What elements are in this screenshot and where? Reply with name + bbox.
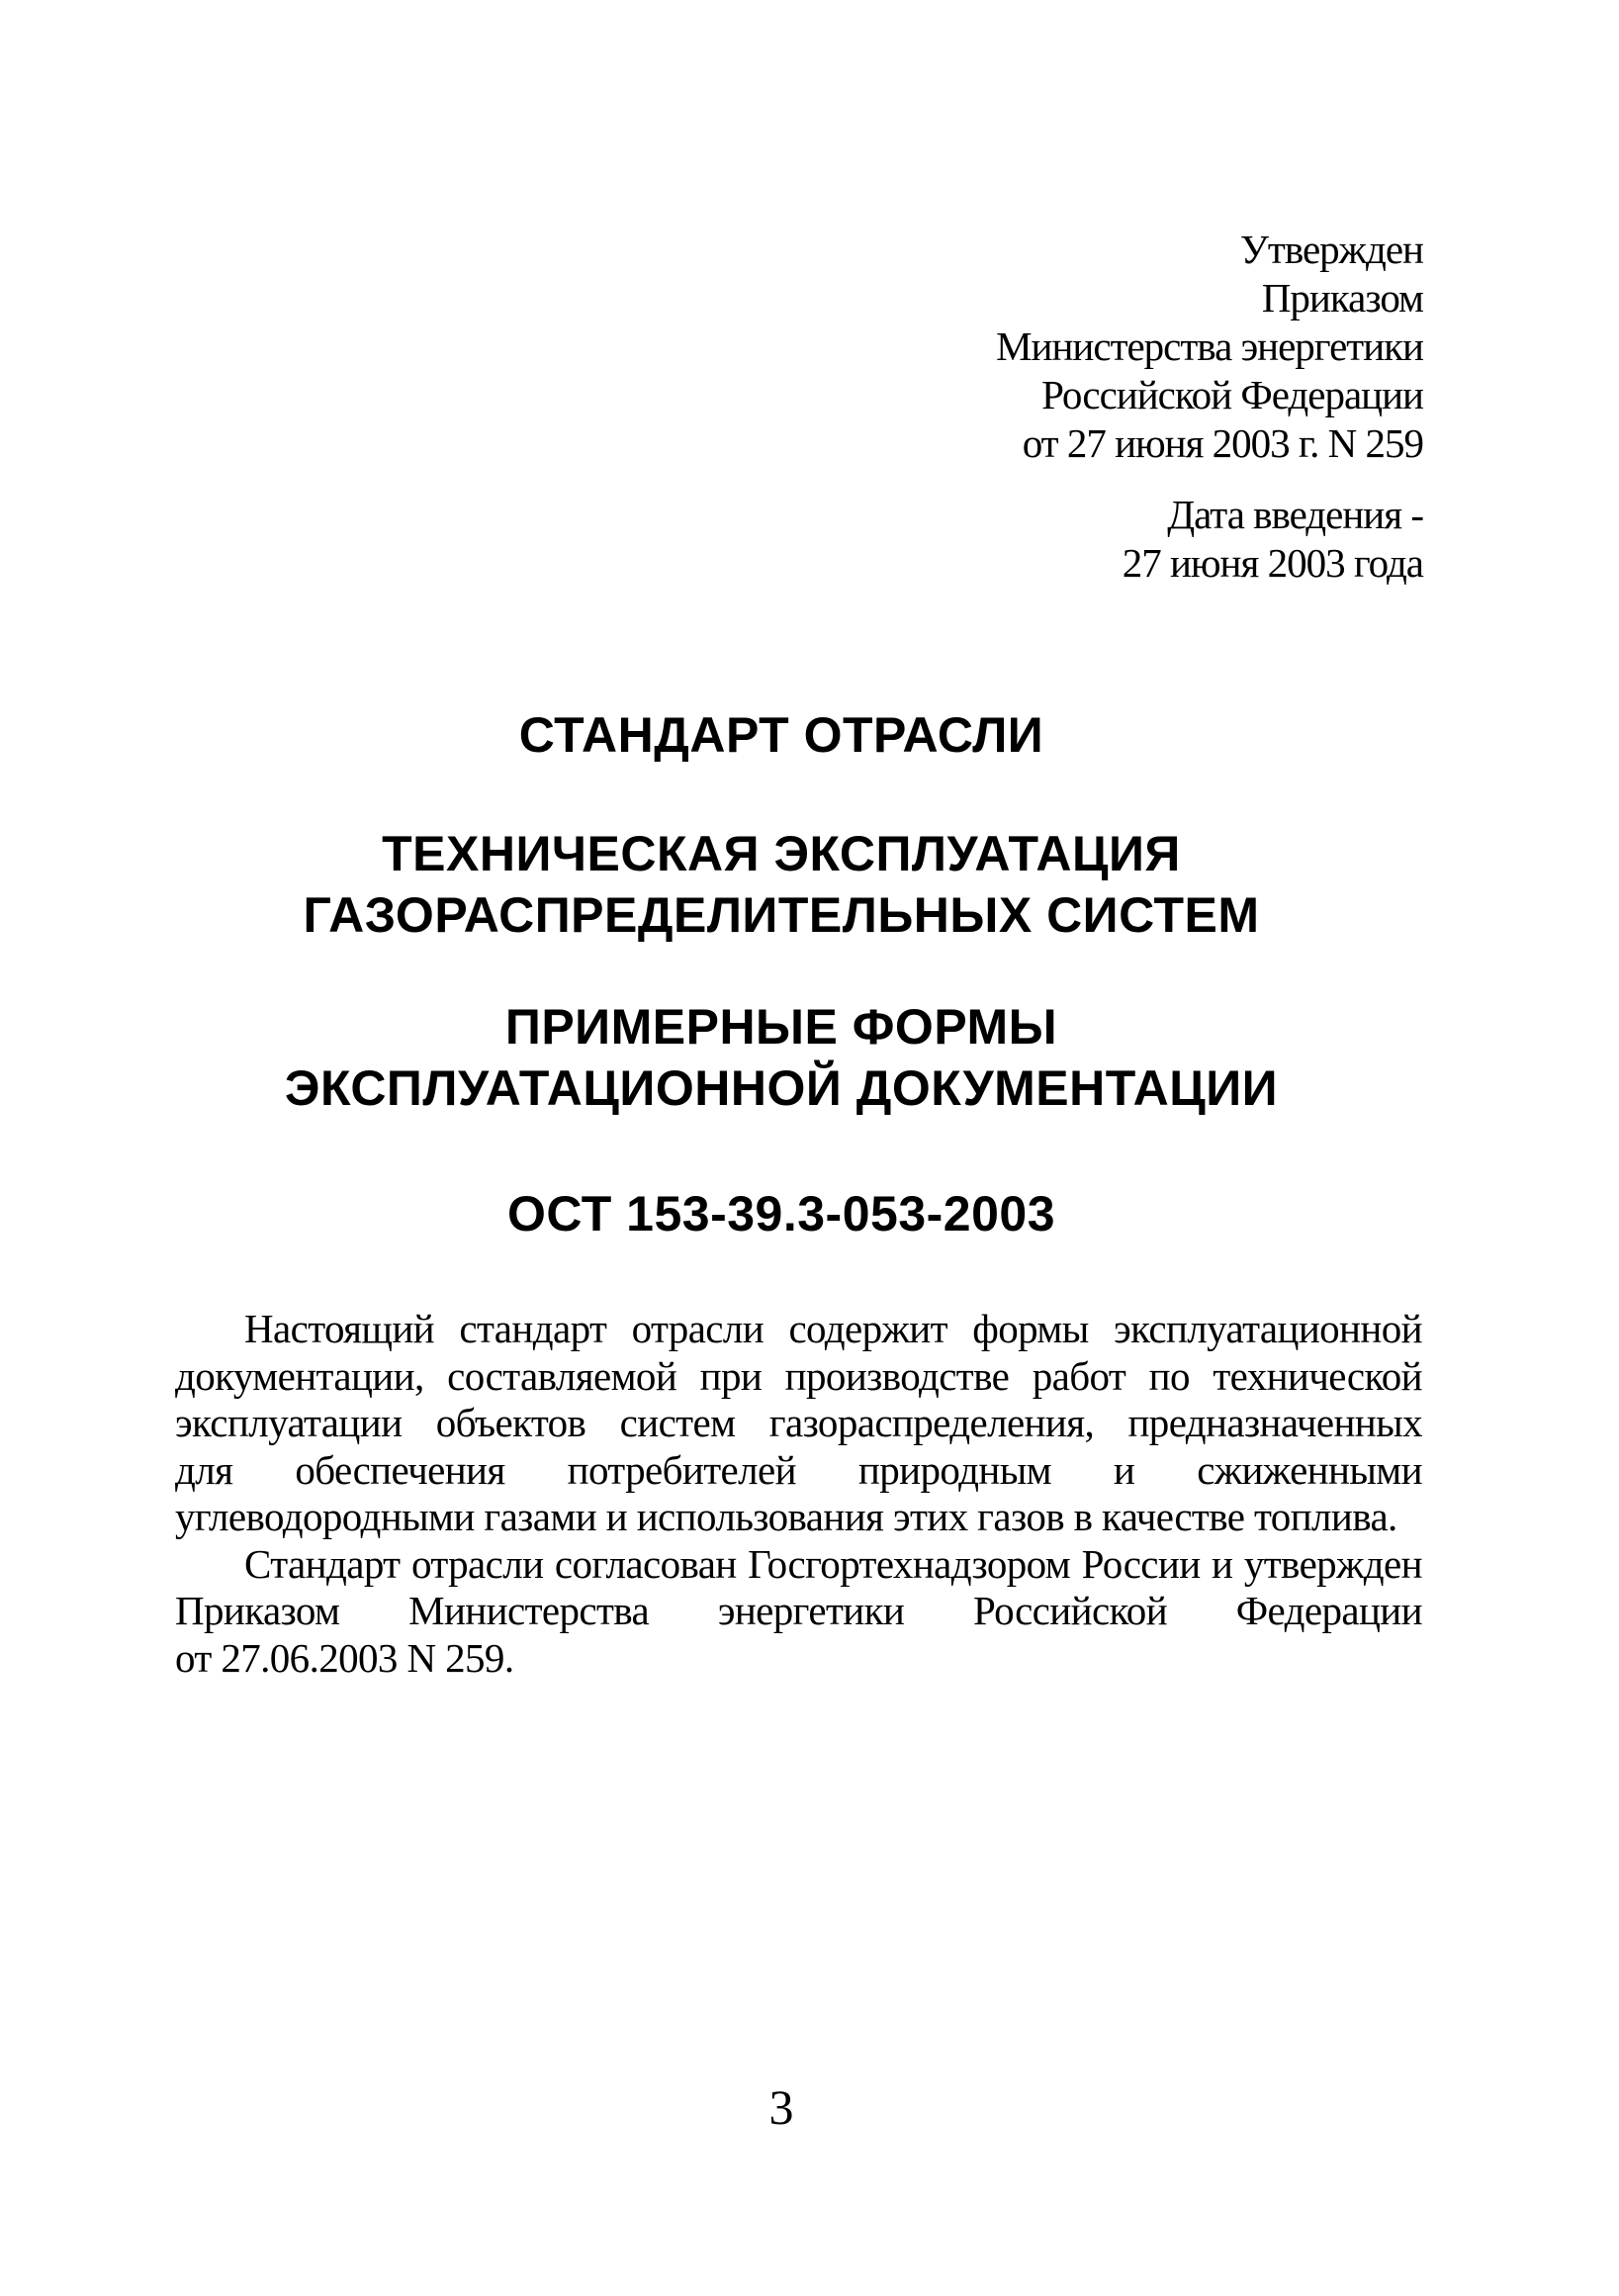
paragraph-line: для обеспечения потребителей природным и сжиженными bbox=[175, 1446, 1422, 1493]
subject-line: ТЕХНИЧЕСКАЯ ЭКСПЛУАТАЦИЯ bbox=[382, 826, 1181, 881]
paragraph-line: документации, составляемой при производстве работ по технической bbox=[175, 1352, 1422, 1399]
subject-line: ГАЗОРАСПРЕДЕЛИТЕЛЬНЫХ СИСТЕМ bbox=[303, 887, 1260, 943]
paragraph-line: Настоящий стандарт отрасли содержит формы эксплуатационной bbox=[244, 1306, 1422, 1351]
paragraph-line: Стандарт отрасли согласован Госгортехнадзором России и утвержден bbox=[244, 1540, 1422, 1587]
approval-block bbox=[731, 226, 1423, 468]
paragraph-line: эксплуатации объектов систем газораспределения, предназначенных bbox=[175, 1400, 1422, 1445]
standard-type-text: СТАНДАРТ ОТРАСЛИ bbox=[518, 707, 1044, 763]
paragraph-line: от 27.06.2003 N 259. bbox=[175, 1634, 514, 1681]
approval-line: Приказом bbox=[1261, 275, 1423, 321]
forms-title-heading bbox=[0, 996, 1563, 1119]
approval-line: Министерства энергетики bbox=[996, 323, 1423, 369]
forms-title-line: ЭКСПЛУАТАЦИОННОЙ ДОКУМЕНТАЦИИ bbox=[284, 1060, 1279, 1116]
approval-line: от 27 июня 2003 г. N 259 bbox=[1022, 420, 1423, 466]
effective-date-value: 27 июня 2003 года bbox=[1122, 540, 1423, 586]
effective-date-block bbox=[731, 491, 1423, 588]
approval-line: Утвержден bbox=[1239, 227, 1423, 272]
standard-code-heading bbox=[0, 1183, 1563, 1244]
paragraph-line: углеводородными газами и использования этих газов в качестве топлива. bbox=[175, 1494, 1397, 1539]
standard-code-text: ОСТ 153-39.3-053-2003 bbox=[506, 1186, 1056, 1241]
page-number: 3 bbox=[768, 2079, 794, 2135]
paragraph-line: Приказом Министерства энергетики Российской Федерации bbox=[175, 1588, 1422, 1633]
subject-heading bbox=[0, 823, 1563, 946]
body-text bbox=[175, 1306, 1422, 1682]
standard-type-heading bbox=[0, 704, 1563, 766]
effective-date-label: Дата введения - bbox=[1167, 492, 1423, 537]
approval-line: Российской Федерации bbox=[1041, 372, 1423, 417]
forms-title-line: ПРИМЕРНЫЕ ФОРМЫ bbox=[504, 999, 1058, 1055]
